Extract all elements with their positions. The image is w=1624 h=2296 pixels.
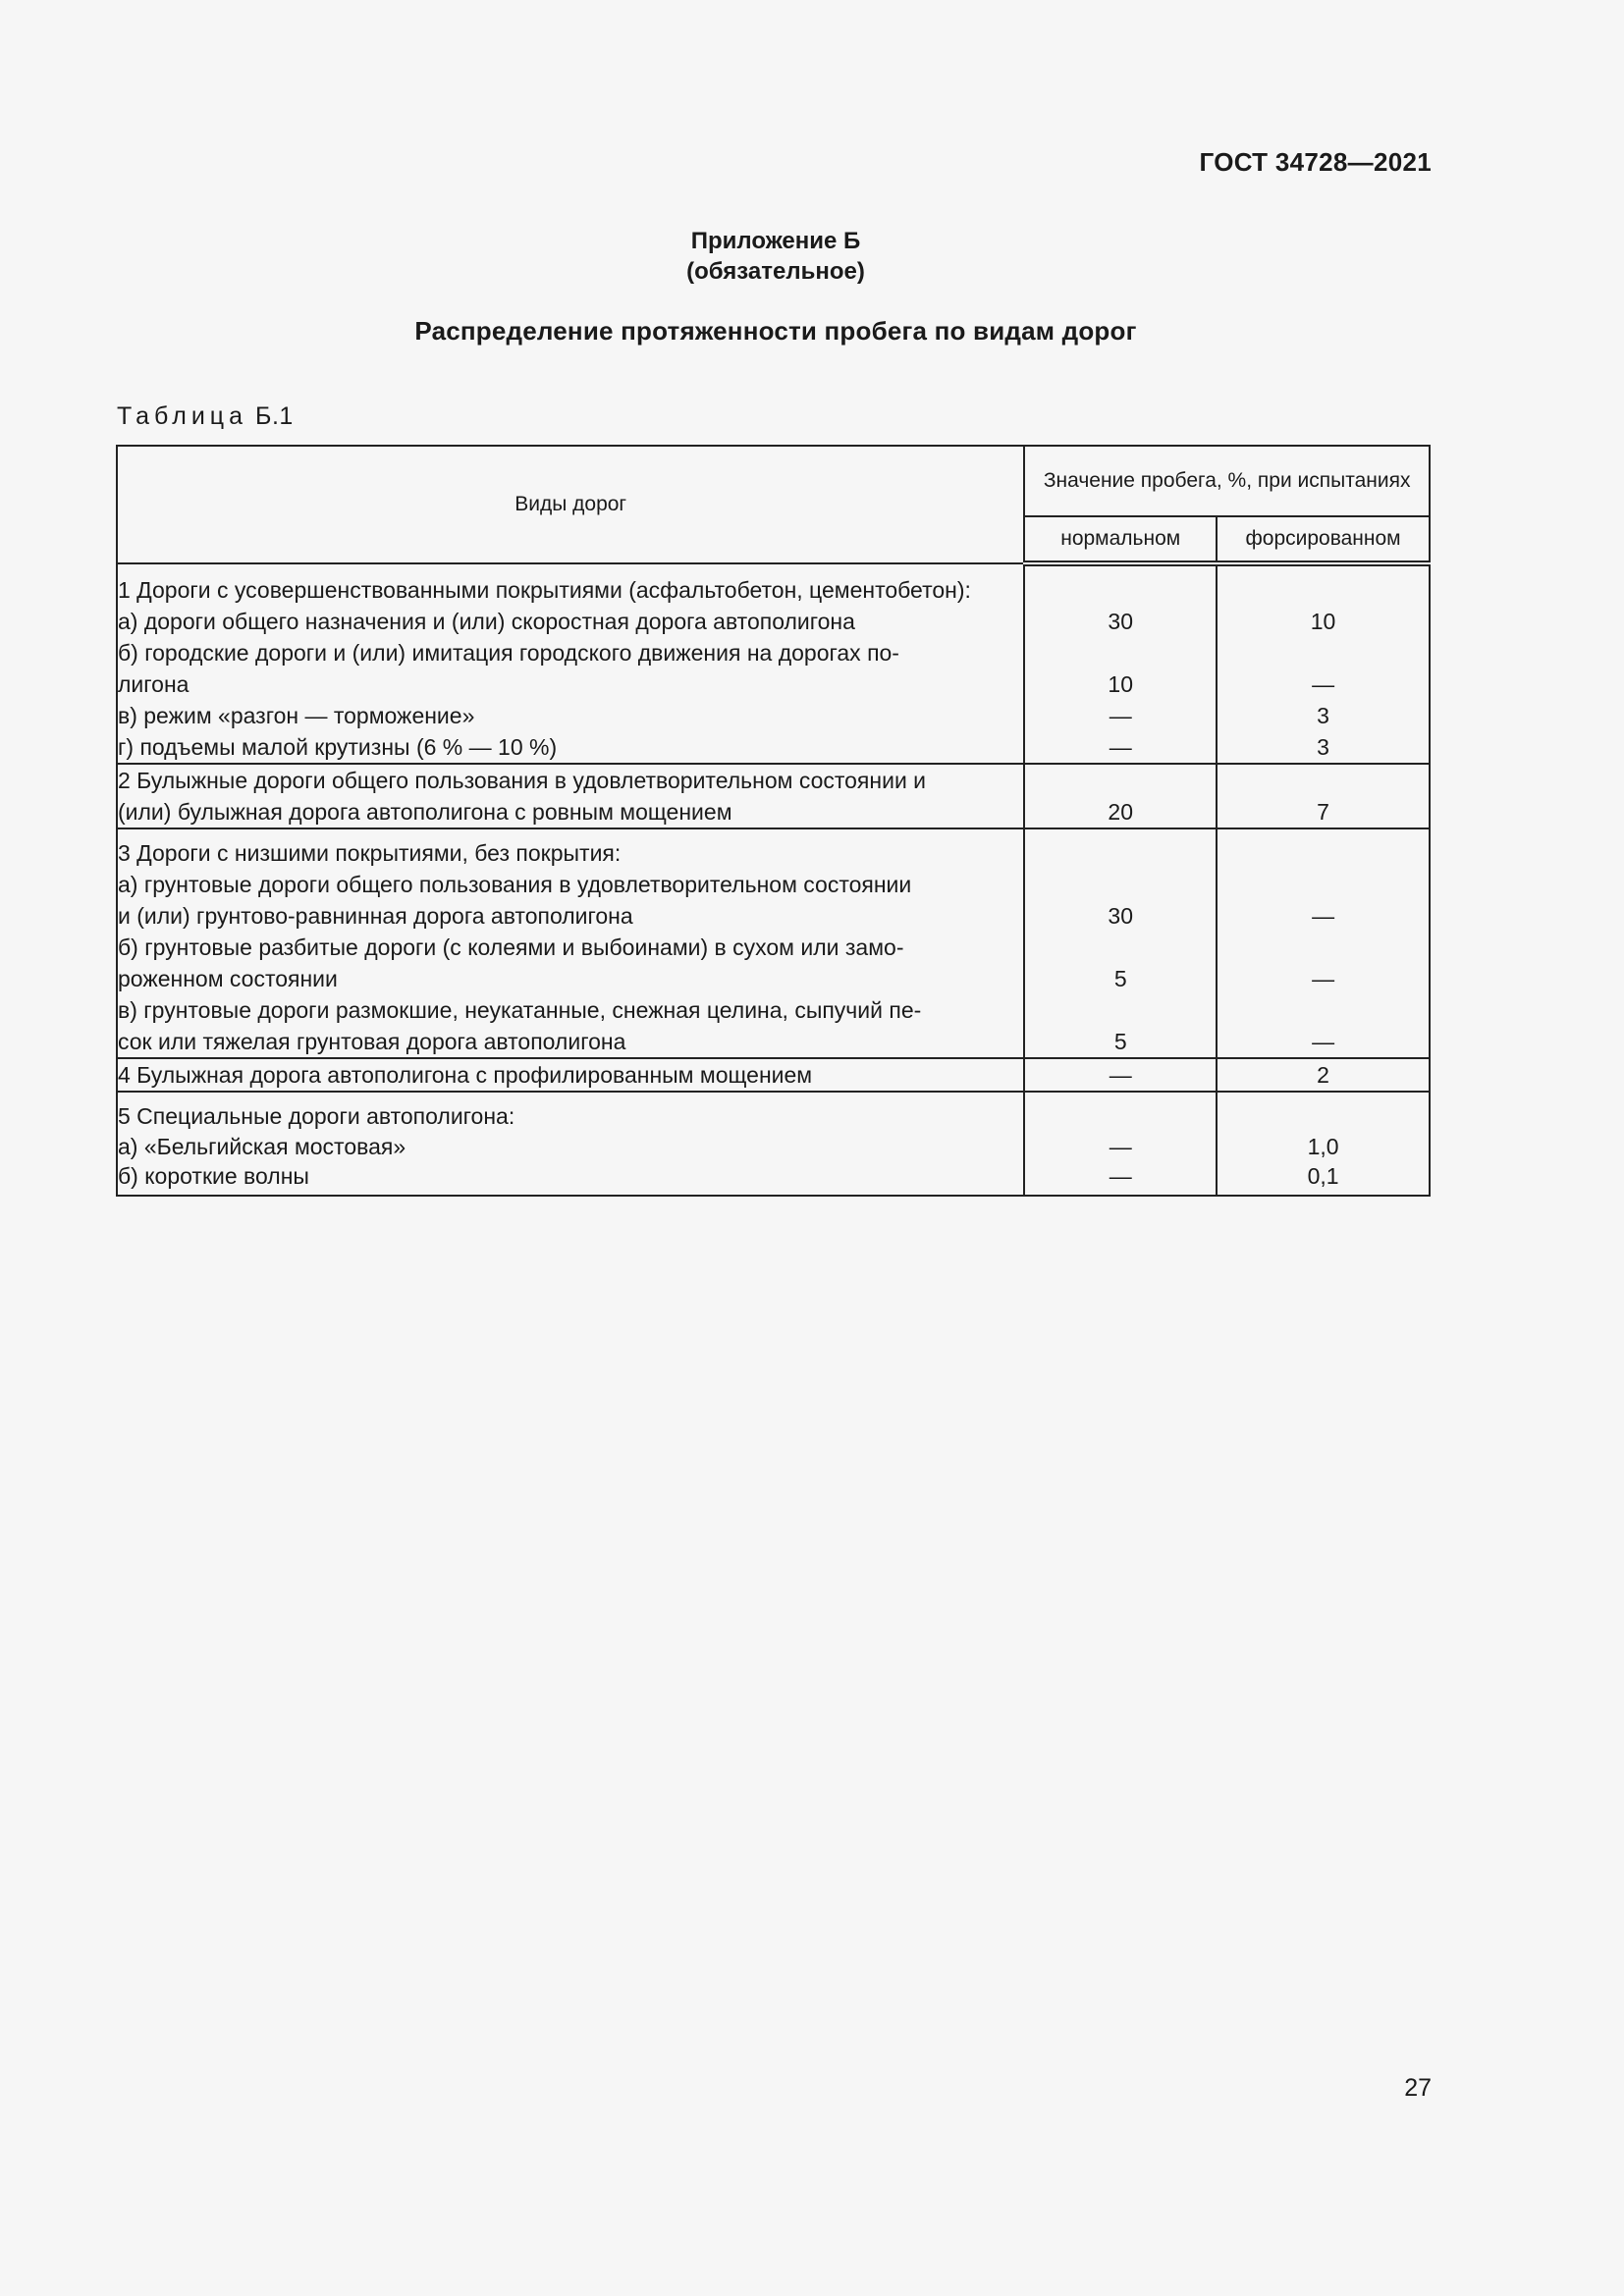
section-5-cell xyxy=(117,1092,1024,1196)
section-1-item-d-forced: 3 xyxy=(1317,734,1329,760)
header-road-types: Виды дорог xyxy=(117,446,1024,563)
section-3-item-c: в) грунтовые дороги размокшие, неукатанные, снежная целина, сыпучий пе- xyxy=(118,997,922,1023)
table-row-section-3 xyxy=(117,828,1430,1058)
section-3-item-c-cont: сок или тяжелая грунтовая дорога автополигона xyxy=(118,1029,626,1054)
section-1-item-b-normal: 10 xyxy=(1108,671,1134,697)
section-1-normal-cell xyxy=(1024,563,1217,764)
section-3-item-b: б) грунтовые разбитые дороги (с колеями и выбоинами) в сухом или замо- xyxy=(118,934,904,960)
section-2-normal-cell xyxy=(1024,764,1217,828)
section-5-item-b: б) короткие волны xyxy=(118,1163,309,1189)
section-1-cell xyxy=(117,563,1024,764)
section-5-item-b-normal: — xyxy=(1109,1163,1132,1189)
section-1-item-a-normal: 30 xyxy=(1108,609,1134,634)
section-3-cell xyxy=(117,828,1024,1058)
table-row-section-2 xyxy=(117,764,1430,828)
section-2-cell xyxy=(117,764,1024,828)
section-1-item-a: а) дороги общего назначения и (или) скоростная дорога автополигона xyxy=(118,609,855,634)
section-1-item-a-forced: 10 xyxy=(1310,609,1336,634)
section-4-normal-cell xyxy=(1024,1058,1217,1092)
section-3-item-a: а) грунтовые дороги общего пользования в удовлетворительном состоянии xyxy=(118,872,912,897)
section-2-title-cont: (или) булыжная дорога автополигона с ровным мощением xyxy=(118,799,732,825)
section-1-item-d-normal: — xyxy=(1109,734,1132,760)
table-label xyxy=(117,402,294,431)
table-header-row xyxy=(117,446,1430,516)
document-code: ГОСТ 34728—2021 xyxy=(1199,147,1432,177)
section-3-item-c-normal: 5 xyxy=(1113,1029,1127,1054)
section-5-item-b-forced: 0,1 xyxy=(1307,1163,1339,1189)
table-row-section-5 xyxy=(117,1092,1430,1196)
section-4-normal: — xyxy=(1109,1062,1132,1088)
section-3-item-a-forced: — xyxy=(1312,903,1335,929)
section-5-normal-cell xyxy=(1024,1092,1217,1196)
section-3-title: 3 Дороги с низшими покрытиями, без покрытия: xyxy=(118,840,622,866)
section-1-title: 1 Дороги с усовершенствованными покрытиями (асфальтобетон, цементобетон): xyxy=(118,577,971,603)
section-3-item-c-forced: — xyxy=(1312,1029,1335,1054)
section-2-forced-cell xyxy=(1217,764,1430,828)
table-label-number: Б.1 xyxy=(255,402,294,430)
page-number: 27 xyxy=(1404,2074,1432,2102)
section-3-item-b-cont: роженном состоянии xyxy=(118,966,338,991)
road-types-table xyxy=(116,445,1431,1197)
section-1-item-d: г) подъемы малой крутизны (6 % — 10 %) xyxy=(118,734,558,760)
table-row-section-4 xyxy=(117,1058,1430,1092)
section-5-item-a-normal: — xyxy=(1109,1134,1132,1159)
section-4-forced-cell xyxy=(1217,1058,1430,1092)
header-normal: нормальном xyxy=(1024,516,1217,563)
section-2-normal: 20 xyxy=(1108,799,1134,825)
table-row-section-1 xyxy=(117,563,1430,764)
section-1-item-b-forced: — xyxy=(1312,671,1335,697)
section-2-forced: 7 xyxy=(1317,799,1329,825)
section-1-item-b-cont: лигона xyxy=(118,671,189,697)
table-label-word: Таблица xyxy=(117,402,248,430)
section-3-item-a-normal: 30 xyxy=(1108,903,1134,929)
section-1-item-c-normal: — xyxy=(1109,703,1132,728)
section-3-item-b-forced: — xyxy=(1312,966,1335,991)
header-value-group: Значение пробега, %, при испытаниях xyxy=(1024,446,1430,516)
section-3-forced-cell xyxy=(1217,828,1430,1058)
section-3-item-b-normal: 5 xyxy=(1113,966,1127,991)
section-1-item-b: б) городские дороги и (или) имитация городского движения на дорогах по- xyxy=(118,640,899,666)
section-4-forced: 2 xyxy=(1317,1062,1329,1088)
appendix-title: Приложение Б xyxy=(690,228,861,254)
section-1-forced-cell xyxy=(1217,563,1430,764)
section-3-normal-cell xyxy=(1024,828,1217,1058)
appendix-status: (обязательное) xyxy=(686,258,865,285)
section-1-item-c-forced: 3 xyxy=(1317,703,1329,728)
section-4-cell xyxy=(117,1058,1024,1092)
section-5-item-a: а) «Бельгийская мостовая» xyxy=(118,1134,406,1159)
section-5-title: 5 Специальные дороги автополигона: xyxy=(118,1103,515,1129)
section-1-item-c: в) режим «разгон — торможение» xyxy=(118,703,475,728)
section-2-title: 2 Булыжные дороги общего пользования в удовлетворительном состоянии и xyxy=(118,768,927,793)
section-5-forced-cell xyxy=(1217,1092,1430,1196)
section-title: Распределение протяженности пробега по видам дорог xyxy=(414,316,1137,346)
appendix-heading xyxy=(0,226,1551,287)
section-3-item-a-cont: и (или) грунтово-равнинная дорога автополигона xyxy=(118,903,633,929)
section-4-title: 4 Булыжная дорога автополигона с профилированным мощением xyxy=(118,1062,813,1088)
header-forced: форсированном xyxy=(1217,516,1430,563)
section-5-item-a-forced: 1,0 xyxy=(1307,1134,1339,1159)
